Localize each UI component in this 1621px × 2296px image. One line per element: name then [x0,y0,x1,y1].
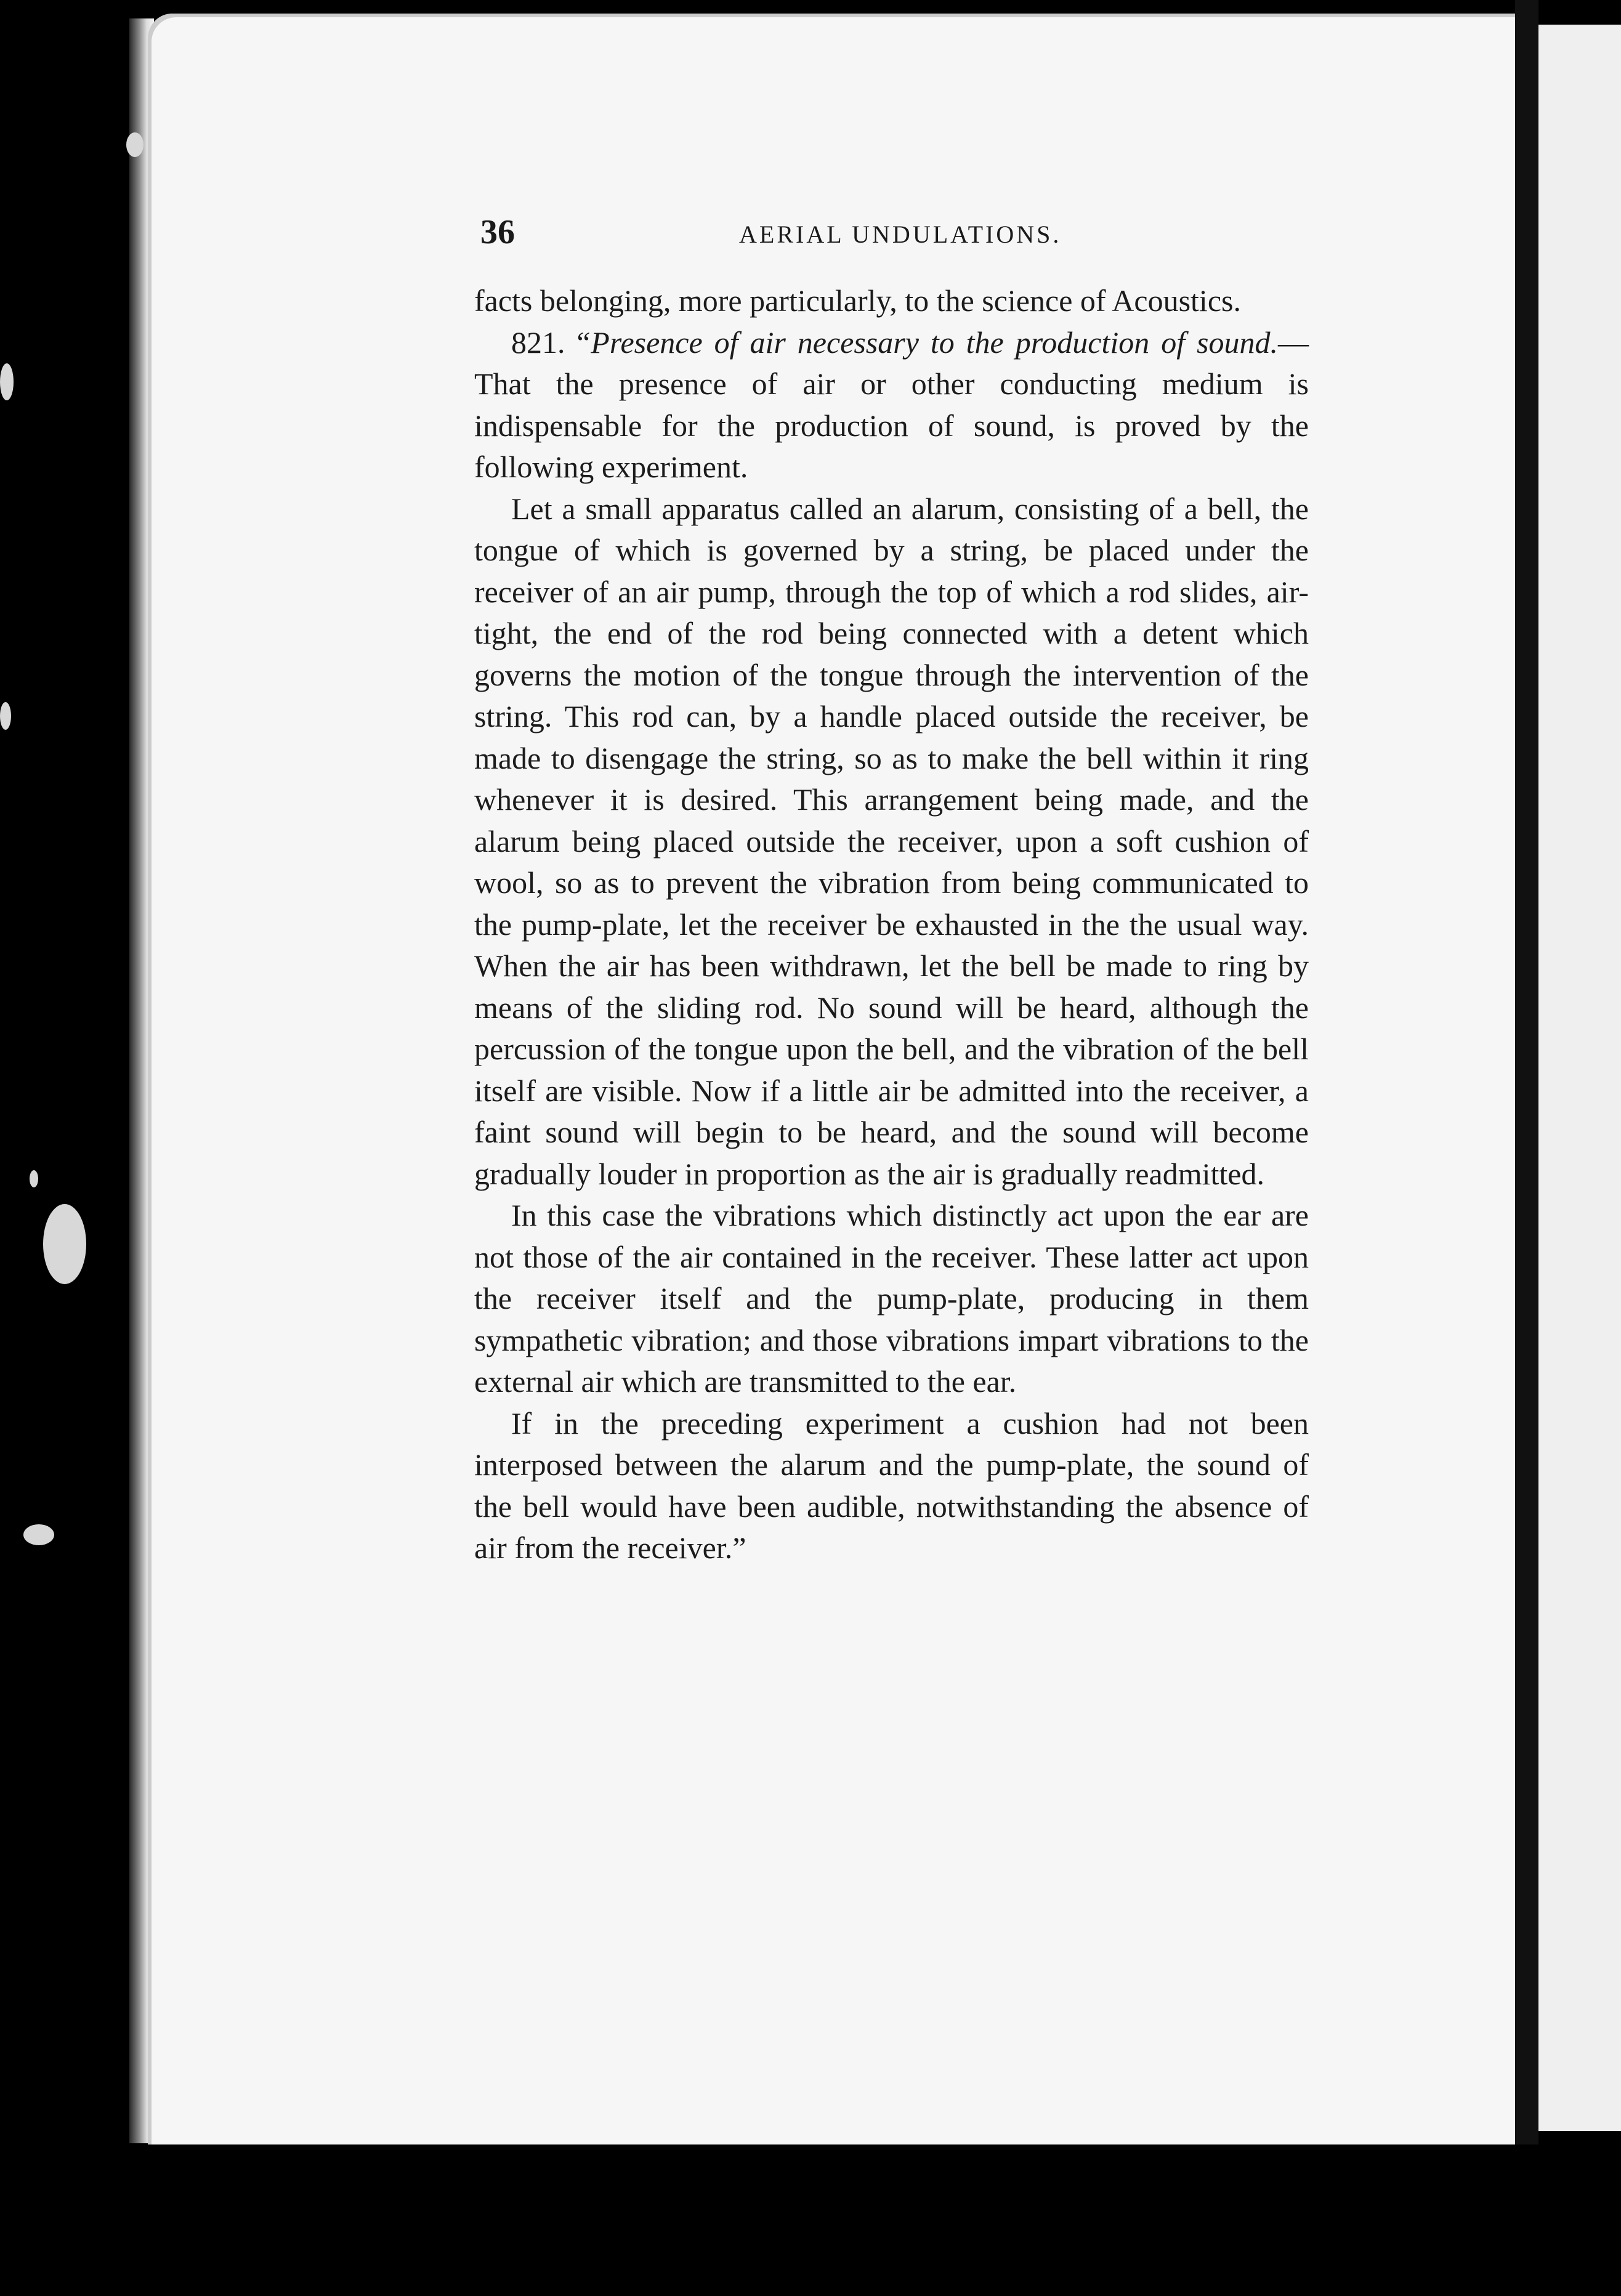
paragraph-experiment: Let a small apparatus called an alarum, consisting of a bell, the tongue of which is governed by a string, be placed under the receiver of an air pump, through the top of which a rod slides, air-tight, the end of the rod being connected with a detent which governs the motion of the tongue through the intervention of the string. This rod can, by a handle placed outside the receiver, be made to disengage the string, so as to make the bell within it ring whenever it is desired. This arrangement being made, and the alarum being placed outside the receiver, upon a soft cushion of wool, so as to prevent the vibration from being communicated to the pump-plate, let the receiver be exhausted in the the usual way. When the air has been withdrawn, let the bell be made to ring by means of the sliding rod. No sound will be heard, although the percussion of the tongue upon the bell, and the vibration of the bell itself are visible. Now if a little air be admitted into the receiver, a faint sound will begin to be heard, and the sound will become gradually louder in proportion as the air is gradually readmitted. [474,491,1309,1191]
section-number: 821. [511,325,565,360]
scan-speck [23,1524,54,1545]
section-body: —That the presence of air or other conducting medium is indispensable for the production of sound, is proved by the following experiment. [474,325,1309,484]
paragraph-continuation: facts belonging, more particularly, to the science of Acoustics. [474,283,1241,318]
scan-speck [0,363,14,400]
paragraph-section-821 [474,322,1309,488]
paragraph-explanation: In this case the vibrations which distinctly act upon the ear are not those of the air contained in the receiver. These latter act upon the receiver itself and the pump-plate, producing in them sympathetic vibration; and those vibrations impart vibrations to the external air which are transmitted to the ear. [474,1198,1309,1399]
paragraph-conclusion: If in the preceding experiment a cushion had not been interposed between the alarum and the pump-plate, the sound of the bell would have been audible, notwithstanding the absence of air from the receiver.” [474,1405,1309,1565]
scan-speck [43,1204,86,1284]
facing-page-edge [1538,25,1621,2131]
body-text [474,280,1309,1569]
running-head: AERIAL UNDULATIONS. [739,220,1062,248]
page-header [480,212,1312,256]
scan-speck [0,702,11,730]
section-title: “Presence of air necessary to the production of sound. [573,325,1278,360]
scan-speck [30,1170,38,1187]
gutter-shadow [1515,0,1538,2296]
scan-speck [126,132,144,157]
page-number: 36 [480,213,515,251]
scan-border [0,2144,1621,2296]
